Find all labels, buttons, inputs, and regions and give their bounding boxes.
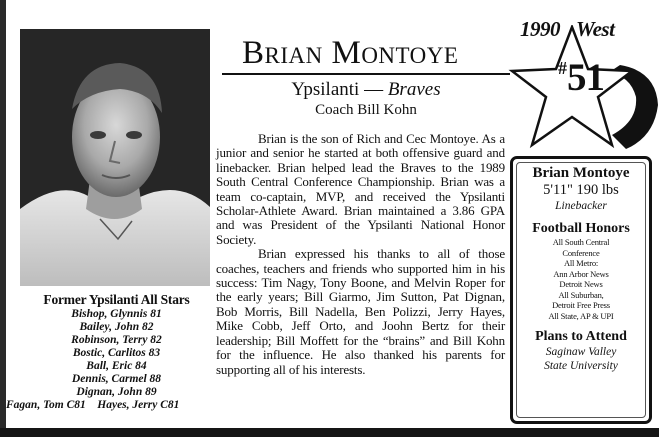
- biography: [216, 132, 505, 377]
- page-bottom-border: [0, 428, 659, 437]
- college-line: State University: [544, 360, 618, 372]
- player-portrait-illustration: [20, 29, 210, 286]
- all-star-entry: Bailey, John 82: [79, 321, 154, 333]
- jersey-number: [558, 58, 604, 98]
- honor-item: Detroit Free Press: [552, 300, 610, 310]
- honors-list: [517, 237, 645, 321]
- card-player-name: Brian Montoye: [532, 165, 630, 181]
- former-all-stars: [6, 292, 219, 412]
- school-team-line: [222, 79, 510, 101]
- jersey-star: [508, 25, 659, 155]
- team-name: Braves: [387, 79, 441, 100]
- bio-paragraph: Brian expressed his thanks to all of those coaches, teachers and friends who supported him in his success: Tim Nagy, Tony Boone, and Melvin Roper for the early years; Bill Giarmo, Jim Sutton, Pat Dignan, Bob Morris, Bill Nadella, Ben Polizzi, Jerry Hayes, Mike Cobb, Jeff Orto, and Joohn Bertz for their leadership; Bill Moffett for the “brains” and Bill Kohn for the influence. He also thanked his parents for supporting all of his interests.: [216, 246, 505, 377]
- player-name-heading: Brian Montoye: [242, 35, 459, 71]
- all-star-entry: Dennis, Carmel 88: [71, 373, 162, 385]
- all-star-entry: Ball, Eric 84: [86, 360, 147, 372]
- honor-item: All State, AP & UPI: [548, 310, 614, 321]
- heading-rule: [222, 73, 510, 75]
- all-star-entry: Robinson, Terry 82: [71, 334, 162, 346]
- honor-item: All South Central: [552, 237, 610, 247]
- all-stars-title: Former Ypsilanti All Stars: [43, 292, 190, 307]
- player-info-card: [510, 156, 652, 424]
- coach-name: Coach Bill Kohn: [315, 102, 417, 118]
- position: Linebacker: [555, 200, 607, 212]
- page-edge-shadow: [0, 0, 6, 437]
- honor-item: Detroit News: [559, 279, 603, 289]
- height-weight: 5'11" 190 lbs: [543, 182, 619, 198]
- all-star-entry-pair: Fagan, Tom C81 Hayes, Jerry C81: [6, 399, 180, 411]
- all-star-entry: Dignan, John 89: [76, 386, 157, 398]
- all-star-entry: Bishop, Glynnis 81: [71, 308, 162, 320]
- honor-item: All Suburban,: [558, 289, 604, 300]
- college-line: Saginaw Valley: [545, 346, 617, 358]
- honor-item: All Metro:: [563, 258, 599, 268]
- school-name: Ypsilanti: [291, 79, 360, 100]
- region-label: West: [576, 17, 615, 41]
- honor-item: Ann Arbor News: [553, 268, 609, 279]
- all-star-entry: Bostic, Carlitos 83: [72, 347, 161, 359]
- jersey-hash: #: [558, 58, 567, 78]
- year-region-label: [520, 18, 614, 40]
- bio-paragraph: Brian is the son of Rich and Cec Montoye. As a junior and senior he started at both offensive guard and linebacker. Brian helped lead the Braves to the 1989 South Central Conference Championship. Brian was a team co-captain, MVP, and received the Ypsilanti Scholar-Athlete Award. Brian maintained a 3.86 GPA and was President of the Ypsilanti National Honor Society.: [216, 131, 505, 247]
- all-stars-list: [6, 308, 219, 412]
- player-photo: [20, 29, 210, 286]
- honors-title: Football Honors: [532, 221, 630, 236]
- school-team-separator: —: [364, 79, 384, 100]
- plans-title: Plans to Attend: [535, 329, 627, 344]
- jersey-number-value: 51: [567, 56, 604, 99]
- year-label: 1990: [520, 17, 560, 41]
- honor-item: Conference: [562, 247, 600, 258]
